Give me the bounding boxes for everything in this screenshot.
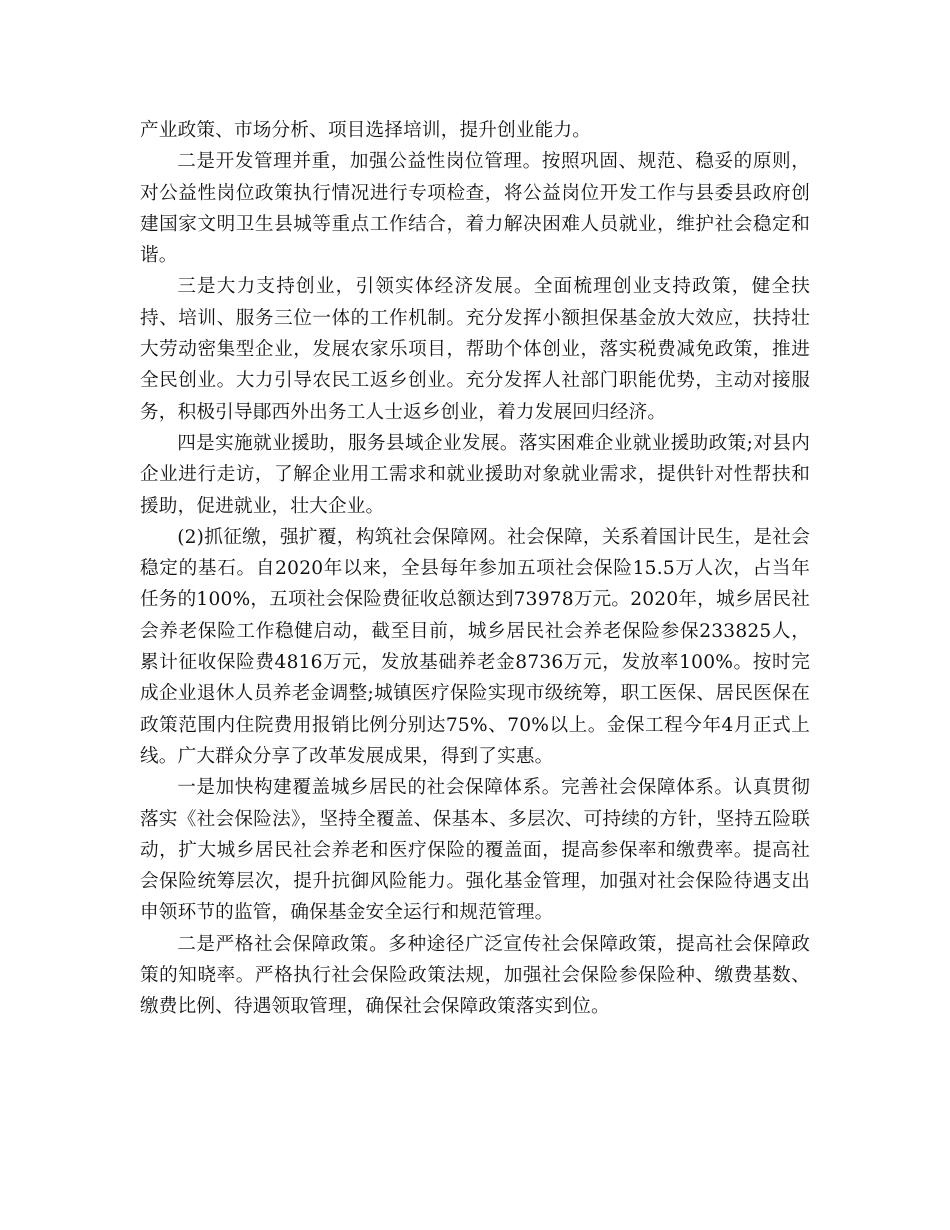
paragraph-6: 一是加快构建覆盖城乡居民的社会保障体系。完善社会保障体系。认真贯彻落实《社会保险法》，坚持全覆盖、保基本、多层次、可持续的方针，坚持五险联动，扩大城乡居民社会养老和医疗保险的覆盖面，提高参保率和缴费率。提高社会保险统筹层次，提升抗御风险能力。强化基金管理，加强对社会保险待遇支出申领环节的监管，确保基金安全运行和规范管理。 [140, 777, 810, 924]
paragraph-1: 产业政策、市场分析、项目选择培训，提升创业能力。 [140, 120, 592, 141]
paragraph-3: 三是大力支持创业，引领实体经济发展。全面梳理创业支持政策，健全扶持、培训、服务三位一体的工作机制。充分发挥小额担保基金放大效应，扶持壮大劳动密集型企业，发展农家乐项目，帮助个体创业，落实税费减免政策，推进全民创业。大力引导农民工返乡创业。充分发挥人社部门职能优势，主动对接服务，积极引导鄖西外出务工人士返乡创业，着力发展回归经济。 [140, 276, 810, 423]
paragraph-4: 四是实施就业援助，服务县域企业发展。落实困难企业就业援助政策;对县内企业进行走访，了解企业用工需求和就业援助对象就业需求，提供针对性帮扶和援助，促进就业，壮大企业。 [140, 432, 810, 517]
paragraph-2: 二是开发管理并重，加强公益性岗位管理。按照巩固、规范、稳妥的原则，对公益性岗位政策执行情况进行专项检查，将公益岗位开发工作与县委县政府创建国家文明卫生县城等重点工作结合，着力解决困难人员就业，维护社会稳定和谐。 [140, 151, 810, 267]
document-body [140, 115, 810, 1023]
paragraph-7: 二是严格社会保障政策。多种途径广泛宣传社会保障政策，提高社会保障政策的知晓率。严格执行社会保险政策法规，加强社会保险参保险种、缴费基数、缴费比例、待遇领取管理，确保社会保障政策落实到位。 [140, 933, 810, 1018]
paragraph-5: (2)抓征缴，强扩覆，构筑社会保障网。社会保障，关系着国计民生，是社会稳定的基石。自2020年以来，全县每年参加五项社会保险15.5万人次，占当年任务的100%，五项社会保险费征收总额达到73978万元。2020年，城乡居民社会养老保险工作稳健启动，截至目前，城乡居民社会养老保险参保233825人，累计征收保险费4816万元，发放基础养老金8736万元，发放率100%。按时完成企业退休人员养老金调整;城镇医疗保险实现市级统筹，职工医保、居民医保在政策范围内住院费用报销比例分别达75%、70%以上。金保工程今年4月正式上线。广大群众分享了改革发展成果，得到了实惠。 [140, 526, 810, 767]
